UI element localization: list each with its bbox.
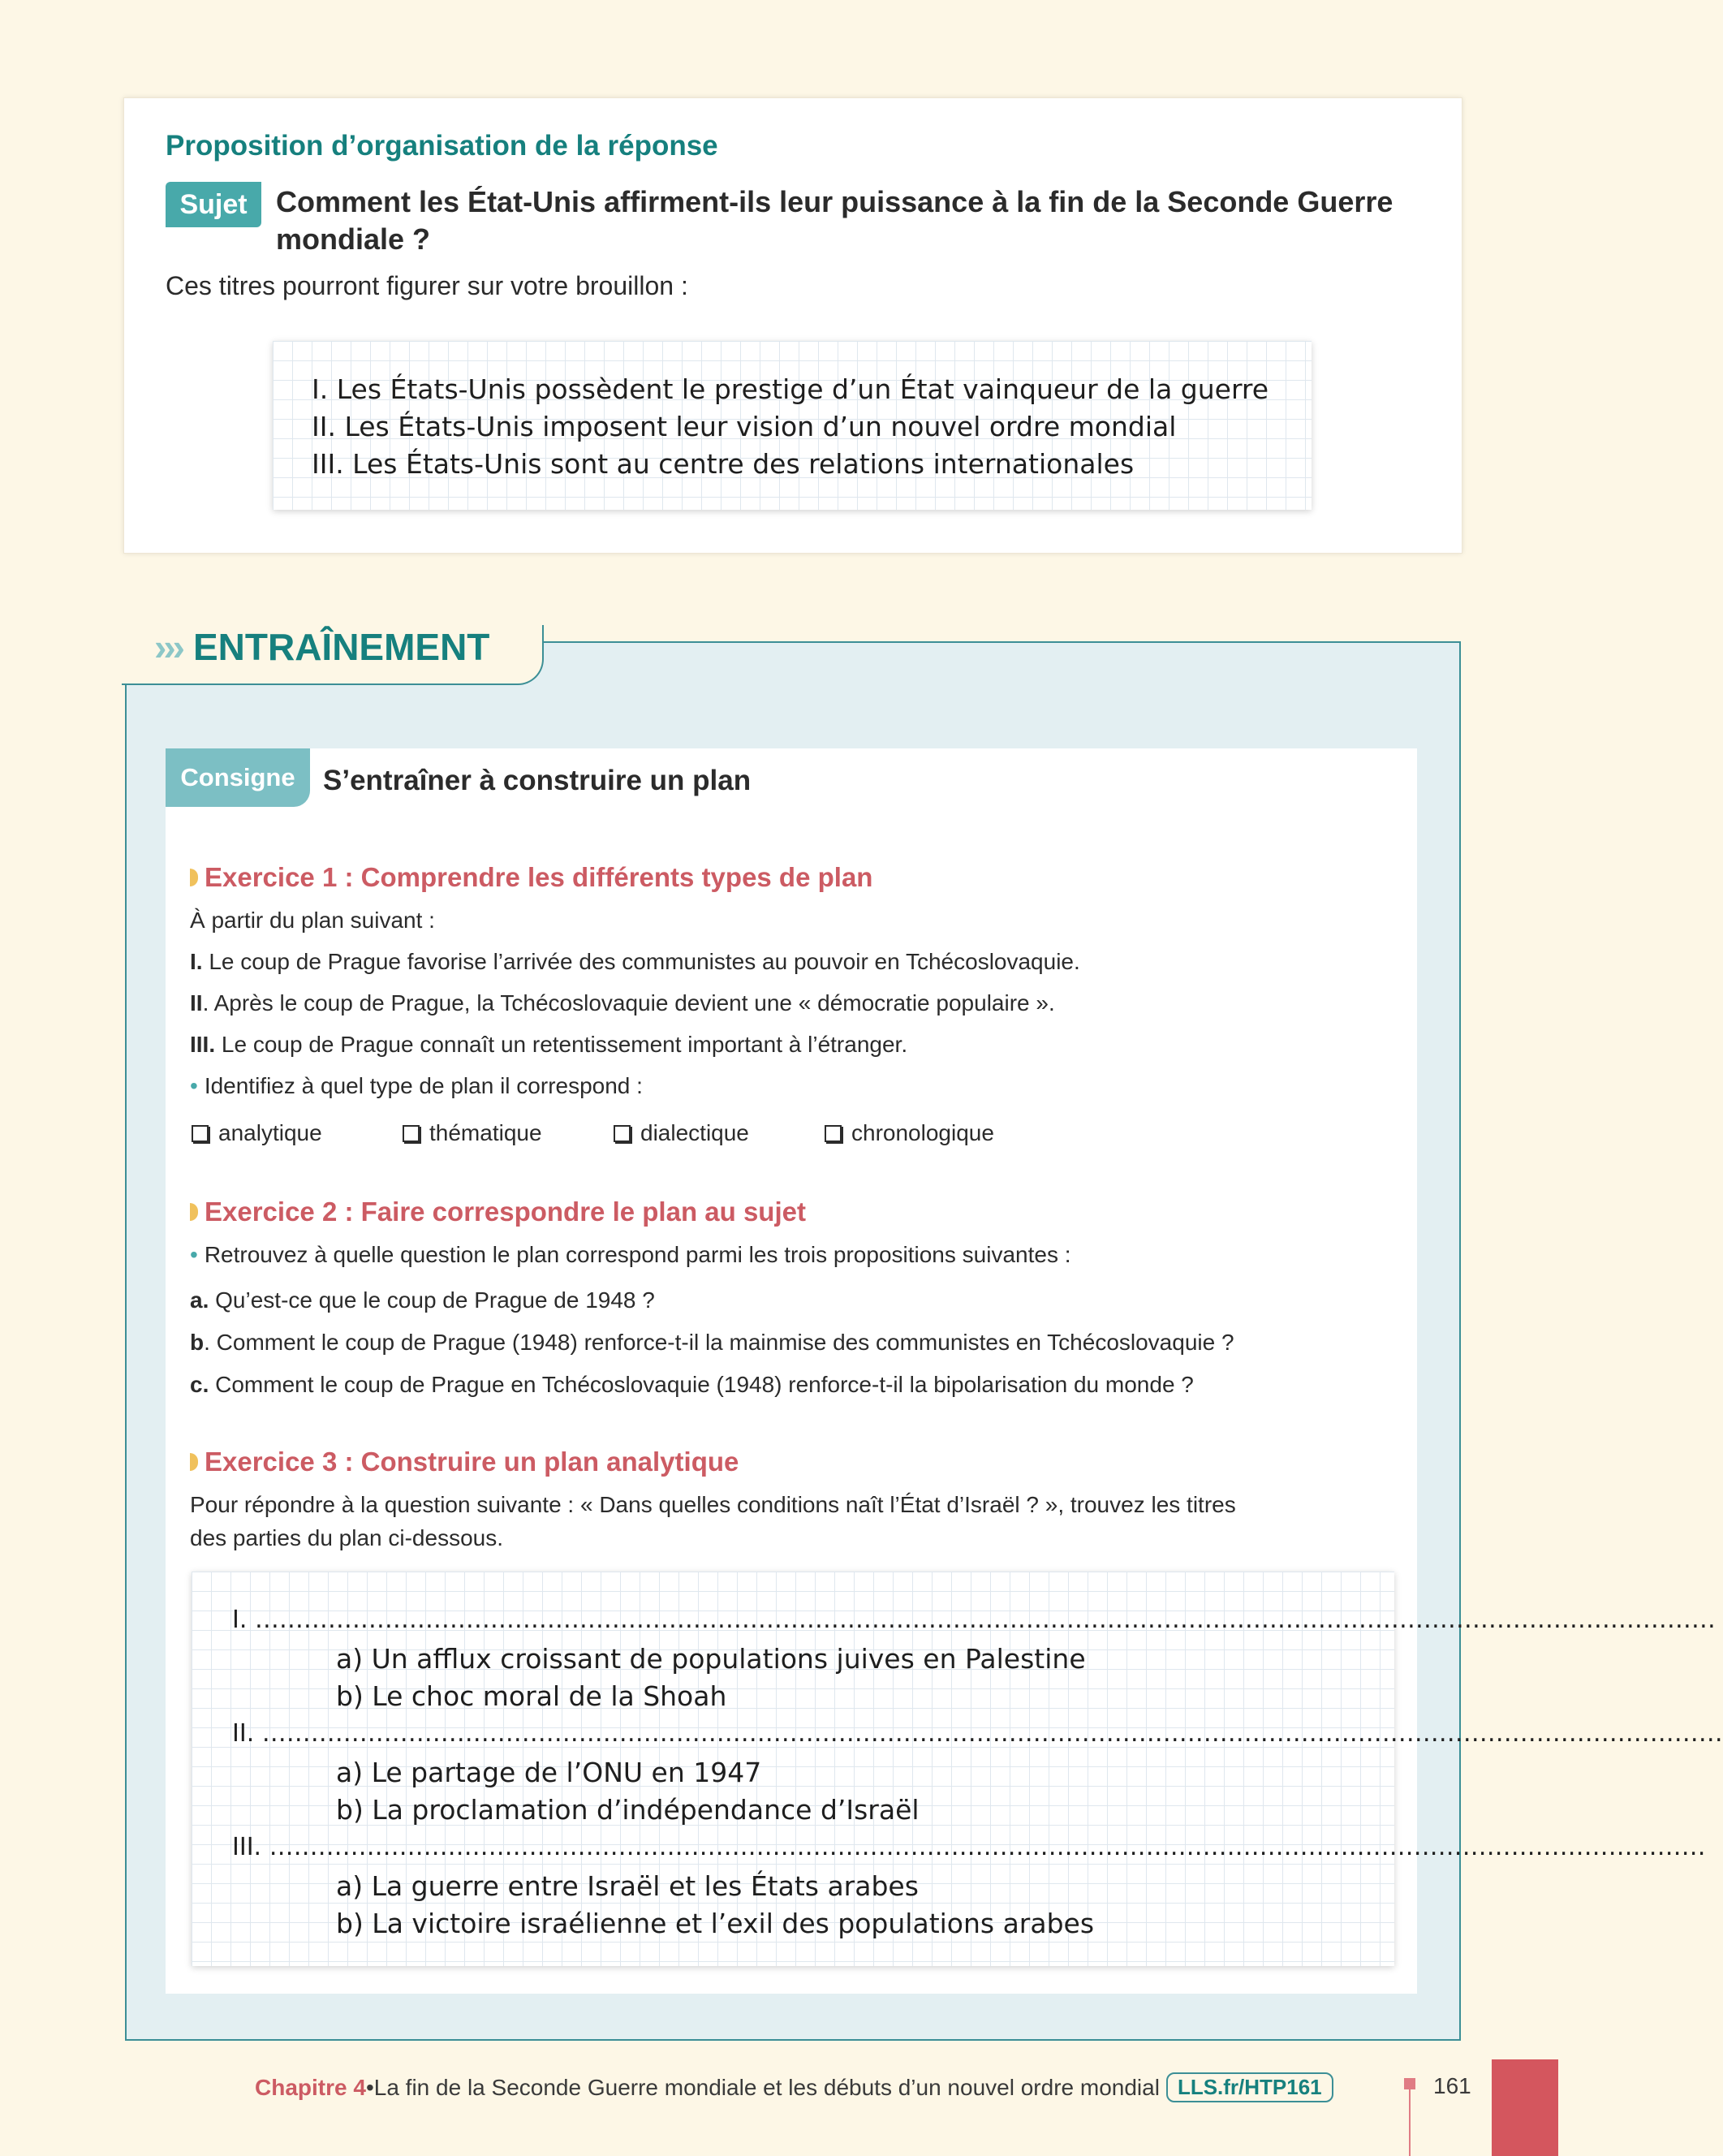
- exercise-1-title-text: Exercice 1 : Comprendre les différents types de plan: [205, 862, 873, 892]
- exercise-2-option-c: [190, 1372, 1194, 1398]
- exercise-3-title: [190, 1447, 739, 1477]
- option-dialectique[interactable]: [614, 1120, 749, 1146]
- checkbox-icon[interactable]: [614, 1125, 631, 1142]
- checkbox-icon[interactable]: [403, 1125, 420, 1142]
- plan-part-3-a: a) La guerre entre Israël et les États arabes: [336, 1870, 919, 1902]
- marker-icon: [190, 869, 198, 886]
- option-text: Comment le coup de Prague en Tchécoslovaquie (1948) renforce-t-il la bipolarisation du monde ?: [209, 1372, 1194, 1397]
- plan-part-2-b: b) La proclamation d’indépendance d’Israël: [336, 1794, 920, 1826]
- consigne-badge: Consigne: [166, 748, 310, 807]
- exercise-1-question: [190, 1073, 643, 1099]
- response-title: Proposition d’organisation de la réponse: [166, 130, 718, 162]
- option-analytique[interactable]: [192, 1120, 322, 1146]
- option-letter: c.: [190, 1372, 209, 1397]
- footer-divider: [1409, 2089, 1411, 2156]
- line-text: Le coup de Prague connaît un retentissement important à l’étranger.: [215, 1032, 908, 1057]
- footer-link[interactable]: LLS.fr/HTP161: [1166, 2072, 1333, 2102]
- option-label: chronologique: [851, 1120, 994, 1145]
- draft-intro: Ces titres pourront figurer sur votre brouillon :: [166, 271, 688, 300]
- bullet-icon: •: [190, 1073, 198, 1098]
- marker-icon: [190, 1203, 198, 1221]
- line-number: II: [190, 990, 203, 1015]
- sujet-question: Comment les État-Unis affirment-ils leur puissance à la fin de la Seconde Guerre mondiale ?: [276, 185, 1393, 256]
- exercise-3-intro-2: des parties du plan ci-dessous.: [190, 1525, 503, 1550]
- option-text: . Comment le coup de Prague (1948) renforce-t-il la mainmise des communistes en Tchécoslovaquie ?: [204, 1330, 1234, 1355]
- plan-part-1-blank[interactable]: I. ………………………………………………………………………………………………………………………………………………………………: [232, 1606, 1716, 1634]
- bullet-icon: •: [190, 1242, 198, 1267]
- option-label: analytique: [218, 1120, 322, 1145]
- footer: [255, 2072, 1333, 2102]
- plan-part-2-a: a) Le partage de l’ONU en 1947: [336, 1757, 762, 1788]
- exercise-1-title: [190, 862, 872, 893]
- exercise-2-option-a: [190, 1287, 655, 1313]
- exercise-3-title-text: Exercice 3 : Construire un plan analytique: [205, 1447, 739, 1477]
- plan-part-3-b: b) La victoire israélienne et l’exil des populations arabes: [336, 1908, 1095, 1939]
- footer-chapter: Chapitre 4: [255, 2074, 366, 2100]
- exercise-1-line-2: [190, 990, 1055, 1016]
- checkbox-icon[interactable]: [825, 1125, 842, 1142]
- training-heading: [154, 625, 489, 669]
- draft-plan-line-3: III. Les États-Unis sont au centre des relations internationales: [312, 448, 1135, 480]
- option-text: Qu’est-ce que le coup de Prague de 1948 ?: [209, 1287, 655, 1313]
- option-label: dialectique: [640, 1120, 749, 1145]
- exercise-2-title-text: Exercice 2 : Faire correspondre le plan au sujet: [205, 1197, 806, 1227]
- plan-part-1-b: b) Le choc moral de la Shoah: [336, 1680, 727, 1712]
- page-number: 161: [1433, 2073, 1471, 2098]
- footer-chapter-title: La fin de la Seconde Guerre mondiale et les débuts d’un nouvel ordre mondial: [373, 2074, 1160, 2100]
- exercise-2-title: [190, 1197, 806, 1227]
- line-text: . Après le coup de Prague, la Tchécoslovaquie devient une « démocratie populaire ».: [202, 990, 1055, 1015]
- draft-plan-box: [273, 341, 1312, 510]
- question-text: Retrouvez à quelle question le plan correspond parmi les trois propositions suivantes :: [204, 1242, 1071, 1267]
- exercise-1-line-3: [190, 1032, 907, 1058]
- line-number: I.: [190, 949, 203, 974]
- draft-plan-line-2: II. Les États-Unis imposent leur vision d’un nouvel ordre mondial: [312, 411, 1177, 442]
- sujet-badge: Sujet: [166, 182, 261, 227]
- plan-part-2-blank[interactable]: II. ………………………………………………………………………………………………………………………………………………………………: [232, 1719, 1723, 1748]
- draft-plan-line-1: I. Les États-Unis possèdent le prestige d’un État vainqueur de la guerre: [312, 373, 1269, 405]
- exercise-3-intro-1: Pour répondre à la question suivante : « Dans quelles conditions naît l’État d’Israël ? », trouvez les titres: [190, 1492, 1236, 1517]
- plan-part-3-blank[interactable]: III. ……………………………………………………………………………………………………………………………………………………………: [232, 1833, 1706, 1861]
- exercise-2-option-b: [190, 1330, 1234, 1356]
- option-letter: b: [190, 1330, 205, 1355]
- checkbox-icon[interactable]: [192, 1125, 209, 1142]
- question-text: Identifiez à quel type de plan il correspond :: [204, 1073, 643, 1098]
- exercise-1-intro: À partir du plan suivant :: [190, 908, 435, 933]
- option-label: thématique: [429, 1120, 542, 1145]
- option-chronologique[interactable]: [825, 1120, 994, 1146]
- option-letter: a.: [190, 1287, 209, 1313]
- option-thematique[interactable]: [403, 1120, 542, 1146]
- exercise-1-line-1: [190, 949, 1080, 975]
- marker-icon: [190, 1453, 198, 1471]
- line-text: Le coup de Prague favorise l’arrivée des communistes au pouvoir en Tchécoslovaquie.: [202, 949, 1080, 974]
- page-edge-tab: [1492, 2059, 1558, 2156]
- consigne-text: S’entraîner à construire un plan: [323, 765, 752, 796]
- footer-separator: •: [365, 2074, 374, 2100]
- analytical-plan-box: [192, 1572, 1723, 1966]
- footer-marker-icon: [1404, 2078, 1415, 2089]
- training-title: ENTRAÎNEMENT: [192, 626, 490, 668]
- chevrons-icon: ›››: [154, 626, 182, 668]
- exercise-2-question: [190, 1242, 1071, 1268]
- line-number: III.: [190, 1032, 216, 1057]
- plan-part-1-a: a) Un afflux croissant de populations juives en Palestine: [336, 1643, 1086, 1675]
